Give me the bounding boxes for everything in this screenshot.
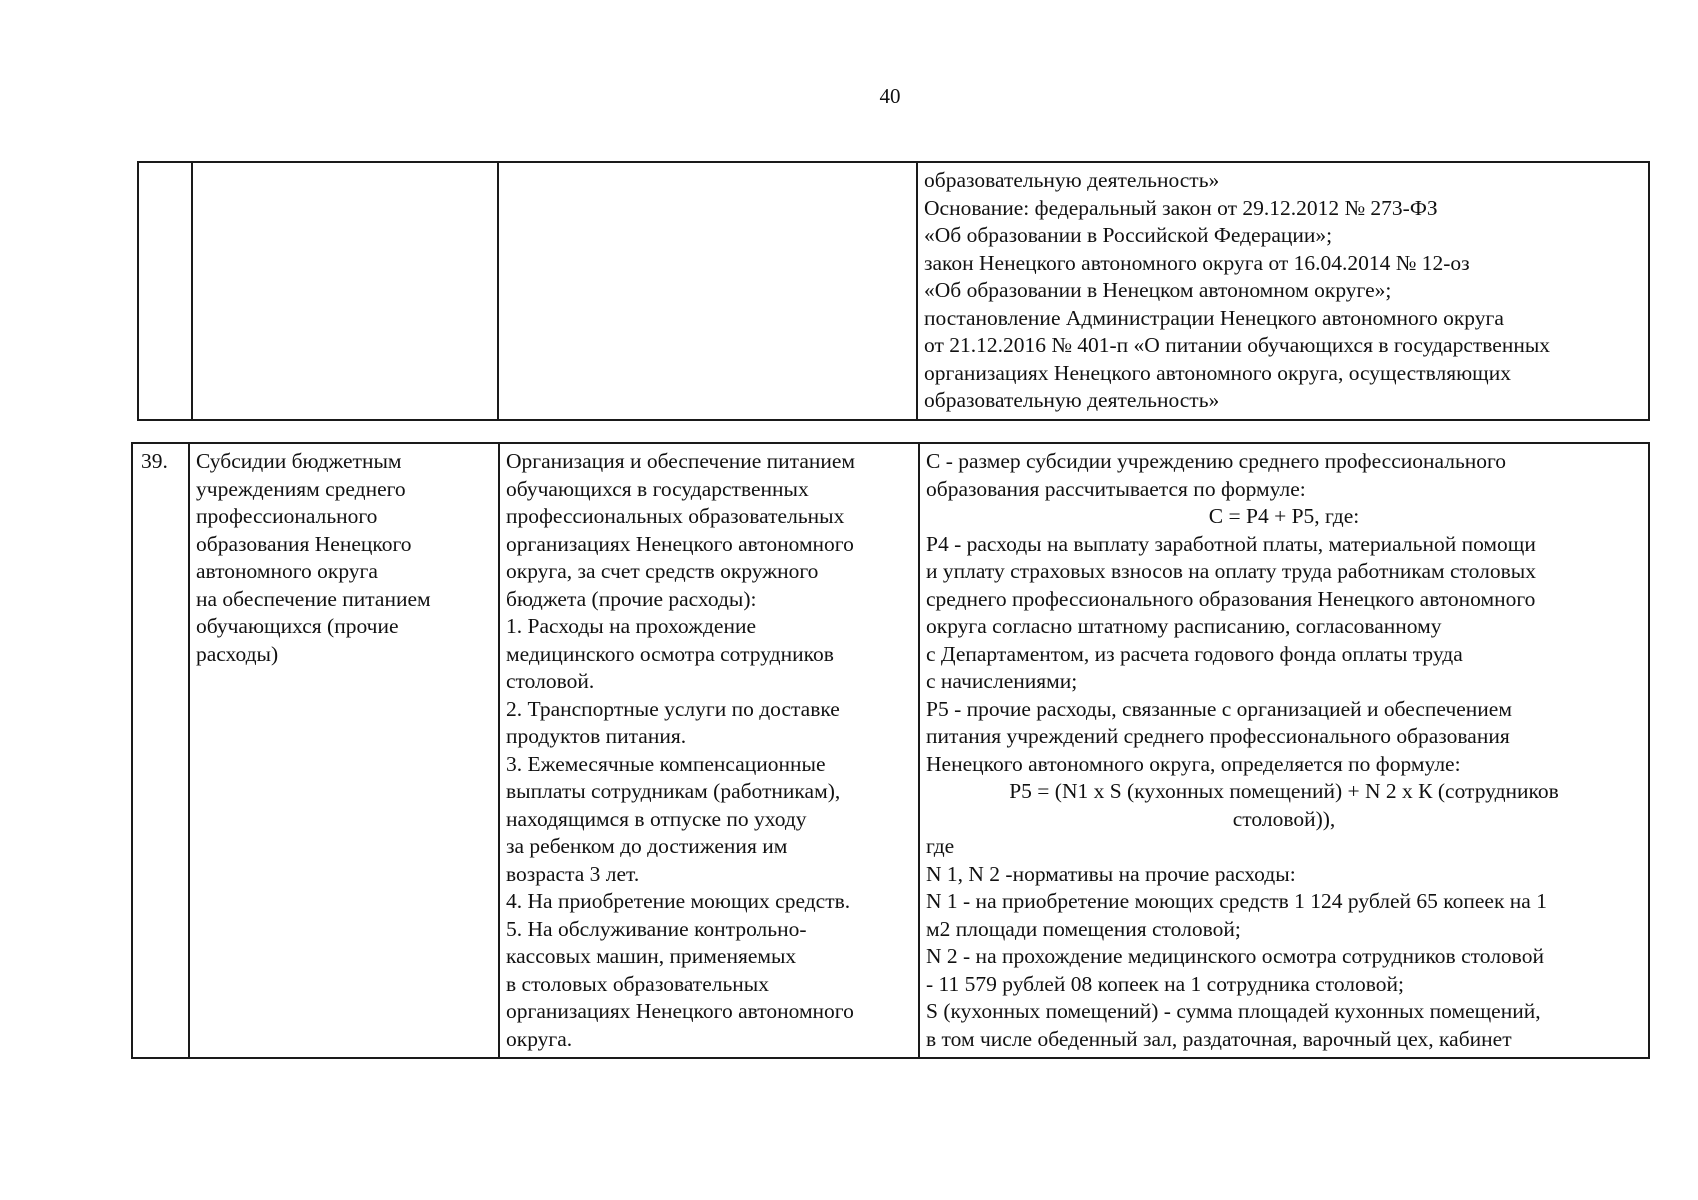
text-line: питания учреждений среднего профессионального образования — [926, 724, 1510, 748]
text-line: образовательную деятельность» — [924, 168, 1220, 192]
continuation-table — [137, 161, 1650, 421]
continuation-row — [138, 162, 1649, 420]
text-line: учреждениям среднего — [196, 476, 406, 501]
text-line: автономного округа — [196, 559, 378, 583]
text-line: N 2 - на прохождение медицинского осмотра сотрудников столовой — [926, 944, 1544, 968]
text-line: 2. Транспортные услуги по доставке — [506, 696, 840, 721]
text-line: Р4 - расходы на выплату заработной платы, материальной помощи — [926, 531, 1536, 556]
text-line: столовой. — [506, 669, 595, 693]
text-line: расходы) — [196, 641, 279, 666]
text-line: на обеспечение питанием — [196, 586, 431, 611]
name-cell — [192, 162, 498, 420]
purpose-cell — [498, 162, 917, 420]
text-line: - 11 579 рублей 08 копеек на 1 сотрудника столовой; — [926, 971, 1405, 996]
text-line: N 1, N 2 -нормативы на прочие расходы: — [926, 861, 1296, 886]
text-line: округа. — [506, 1026, 573, 1051]
text-line: с начислениями; — [926, 669, 1078, 693]
page-number: 40 — [879, 84, 901, 108]
text-line: продуктов питания. — [506, 724, 687, 748]
text-line: Организация и обеспечение питанием — [506, 449, 856, 473]
text-line: и уплату страховых взносов на оплату труда работникам столовых — [926, 559, 1536, 583]
text-line: возраста 3 лет. — [506, 861, 640, 886]
text-line: где — [926, 834, 955, 858]
text-line: обучающихся (прочие — [196, 614, 399, 638]
text-line: 5. На обслуживание контрольно- — [506, 916, 807, 941]
text-line: бюджета (прочие расходы): — [506, 586, 757, 611]
text-line: в столовых образовательных — [506, 971, 769, 996]
formula-line: столовой)), — [1232, 806, 1336, 831]
text-line: образования рассчитывается по формуле: — [926, 476, 1306, 501]
text-line: образовательную деятельность» — [924, 388, 1220, 412]
subsidy-name-cell — [189, 443, 499, 1058]
text-line: кассовых машин, применяемых — [506, 944, 797, 968]
text-line: округа, за счет средств окружного — [506, 559, 819, 583]
formula-line: С = Р4 + Р5, где: — [1208, 504, 1360, 528]
text-line: обучающихся в государственных — [506, 476, 809, 501]
method-cell — [917, 162, 1649, 420]
number-cell — [138, 162, 192, 420]
table-row — [132, 443, 1649, 1058]
text-line: постановление Администрации Ненецкого автономного округа — [924, 305, 1504, 330]
text-line: выплаты сотрудникам (работникам), — [506, 779, 841, 803]
text-line: образования Ненецкого — [196, 531, 412, 556]
row-number: 39. — [132, 443, 189, 1058]
text-line: Ненецкого автономного округа, определяется по формуле: — [926, 751, 1461, 776]
text-line: находящимся в отпуске по уходу — [506, 806, 807, 831]
text-line: закон Ненецкого автономного округа от 16.04.2014 № 12-оз — [924, 250, 1470, 275]
text-line: от 21.12.2016 № 401-п «О питании обучающихся в государственных — [924, 333, 1551, 357]
text-line: «Об образовании в Ненецком автономном округе»; — [924, 278, 1392, 302]
text-line: в том числе обеденный зал, раздаточная, варочный цех, кабинет — [926, 1026, 1512, 1051]
text-line: организациях Ненецкого автономного округа, осуществляющих — [924, 360, 1511, 385]
text-line: среднего профессионального образования Ненецкого автономного — [926, 586, 1536, 611]
purpose-cell — [499, 443, 919, 1058]
text-line: N 1 - на приобретение моющих средств 1 124 рублей 65 копеек на 1 — [926, 889, 1547, 913]
text-line: организациях Ненецкого автономного — [506, 999, 854, 1023]
text-line: 3. Ежемесячные компенсационные — [506, 751, 826, 776]
text-line: медицинского осмотра сотрудников — [506, 641, 834, 666]
text-line: «Об образовании в Российской Федерации»; — [924, 223, 1333, 247]
text-line: Субсидии бюджетным — [196, 449, 402, 473]
formula-line: Р5 = (N1 x S (кухонных помещений) + N 2 x К (сотрудников — [1009, 779, 1559, 803]
text-line: С - размер субсидии учреждению среднего профессионального — [926, 449, 1507, 473]
text-line: организациях Ненецкого автономного — [506, 531, 854, 556]
text-line: м2 площади помещения столовой; — [926, 916, 1241, 941]
text-line: округа согласно штатному расписанию, согласованному — [926, 614, 1442, 638]
text-line: за ребенком до достижения им — [506, 834, 788, 858]
text-line: профессиональных образовательных — [506, 504, 845, 528]
row-39-table — [131, 442, 1650, 1059]
text-line: Основание: федеральный закон от 29.12.2012 № 273-ФЗ — [924, 195, 1438, 220]
text-line: 4. На приобретение моющих средств. — [506, 889, 851, 913]
text-line: Р5 - прочие расходы, связанные с организацией и обеспечением — [926, 696, 1512, 721]
text-line: с Департаментом, из расчета годового фонда оплаты труда — [926, 641, 1463, 666]
text-line: S (кухонных помещений) - сумма площадей кухонных помещений, — [926, 999, 1541, 1023]
text-line: профессионального — [196, 504, 378, 528]
calculation-method-cell — [919, 443, 1649, 1058]
text-line: 1. Расходы на прохождение — [506, 614, 757, 638]
